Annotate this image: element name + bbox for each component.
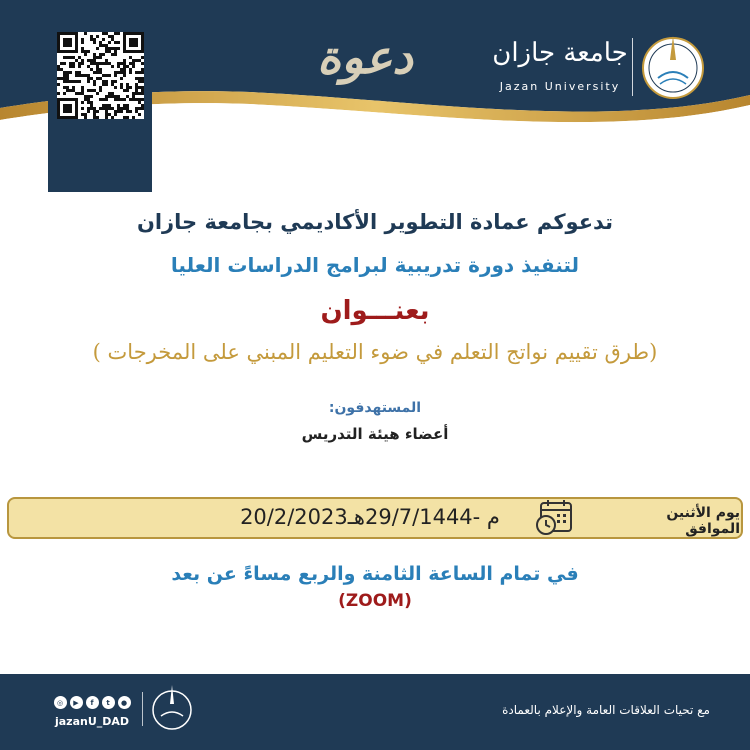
calendar-clock-icon <box>533 497 575 539</box>
snapchat-icon[interactable]: ● <box>118 696 131 709</box>
invitation-title: دعوة <box>317 30 413 84</box>
youtube-icon[interactable]: ▶ <box>70 696 83 709</box>
day-label: يوم الأثنين الموافق <box>666 505 740 537</box>
audience-label: المستهدفون: <box>328 400 422 416</box>
title-label: بعنـــوان <box>320 296 430 326</box>
footer-university-logo <box>150 682 194 732</box>
invitation-line: تدعوكم عمادة التطوير الأكاديمي بجامعة جازان <box>136 210 614 234</box>
event-platform: (ZOOM) <box>338 591 412 611</box>
university-logo <box>640 30 706 102</box>
university-name-arabic: جامعة جازان <box>492 38 628 68</box>
university-name-english: Jazan University <box>499 80 621 93</box>
footer-divider <box>142 692 143 726</box>
header-divider <box>632 38 633 96</box>
footer-greeting: مع تحيات العلاقات العامة والإعلام بالعمادة <box>502 703 710 717</box>
course-title: (طرق تقييم نواتج التعلم في ضوء التعليم المبني على المخرجات ) <box>92 340 658 364</box>
twitter-icon[interactable]: t <box>102 696 115 709</box>
audience-value: أعضاء هيئة التدريس <box>301 425 449 443</box>
facebook-icon[interactable]: f <box>86 696 99 709</box>
social-icons <box>52 696 132 710</box>
qr-panel <box>48 0 152 192</box>
instagram-icon[interactable]: ◎ <box>54 696 67 709</box>
social-handle[interactable]: jazanU_DAD <box>54 715 130 728</box>
course-line: لتنفيذ دورة تدريبية لبرامج الدراسات العليا <box>170 253 580 277</box>
event-time: في تمام الساعة الثامنة والربع مساءً عن بعد <box>171 563 579 585</box>
qr-code[interactable] <box>57 32 144 119</box>
event-date: 20/2/2023م -29/7/1444هـ <box>240 505 500 529</box>
